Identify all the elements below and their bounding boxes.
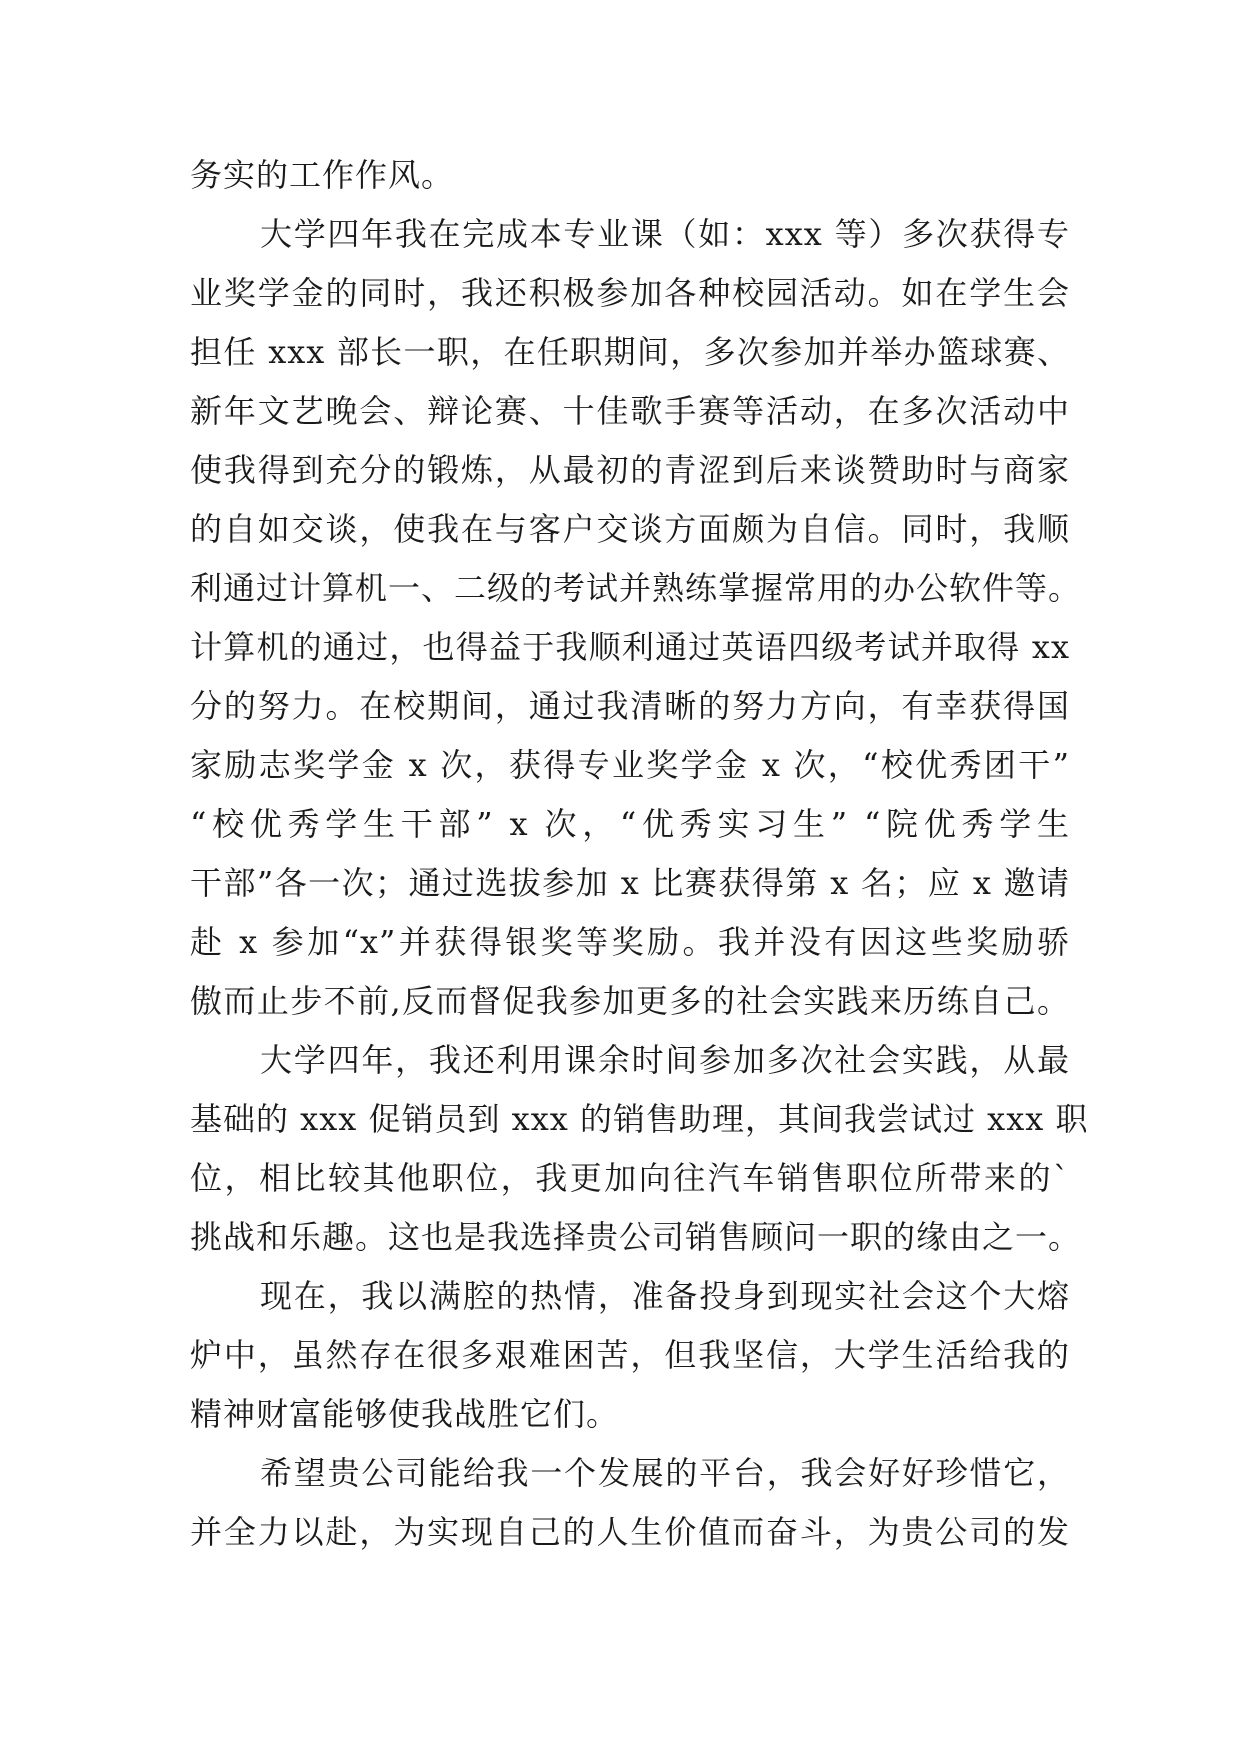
text-line: 计算机的通过，也得益于我顺利通过英语四级考试并取得 xx: [190, 628, 1070, 666]
text-line: 分的努力。在校期间，通过我清晰的努力方向，有幸获得国: [190, 687, 1070, 725]
text-line: 基础的 xxx 促销员到 xxx 的销售助理，其间我尝试过 xxx 职: [190, 1100, 1089, 1138]
text-line: 大学四年，我还利用课余时间参加多次社会实践，从最: [260, 1041, 1070, 1079]
text-line: 使我得到充分的锻炼，从最初的青涩到后来谈赞助时与商家: [190, 451, 1070, 489]
text-line: 新年文艺晚会、辩论赛、十佳歌手赛等活动，在多次活动中: [190, 392, 1070, 430]
text-line: 利通过计算机一、二级的考试并熟练掌握常用的办公软件等。: [190, 569, 1082, 607]
text-line: 务实的工作作风。: [190, 156, 455, 194]
text-line: 挑战和乐趣。这也是我选择贵公司销售顾问一职的缘由之一。: [190, 1218, 1082, 1256]
text-line: 业奖学金的同时，我还积极参加各种校园活动。如在学生会: [190, 274, 1070, 312]
text-line: “校优秀学生干部” x 次，“优秀实习生” “院优秀学生: [190, 805, 1070, 843]
text-line: 现在，我以满腔的热情，准备投身到现实社会这个大熔: [260, 1277, 1070, 1315]
text-line: 傲而止步不前,反而督促我参加更多的社会实践来历练自己。: [190, 982, 1070, 1020]
text-line: 位，相比较其他职位，我更加向往汽车销售职位所带来的`: [190, 1159, 1070, 1197]
text-line: 并全力以赴，为实现自己的人生价值而奋斗，为贵公司的发: [190, 1513, 1070, 1551]
text-line: 精神财富能够使我战胜它们。: [190, 1395, 620, 1433]
text-line: 大学四年我在完成本专业课（如：xxx 等）多次获得专: [260, 215, 1070, 253]
text-line: 干部”各一次；通过选拔参加 x 比赛获得第 x 名；应 x 邀请: [190, 864, 1070, 902]
text-line: 希望贵公司能给我一个发展的平台，我会好好珍惜它，: [260, 1454, 1070, 1492]
body-text: [190, 156, 1089, 1572]
text-line: 家励志奖学金 x 次，获得专业奖学金 x 次，“校优秀团干”: [190, 746, 1070, 784]
text-line: 炉中，虽然存在很多艰难困苦，但我坚信，大学生活给我的: [190, 1336, 1070, 1374]
text-line: 赴 x 参加“x”并获得银奖等奖励。我并没有因这些奖励骄: [190, 923, 1070, 961]
text-line: 的自如交谈，使我在与客户交谈方面颇为自信。同时，我顺: [190, 510, 1070, 548]
text-line: 担任 xxx 部长一职，在任职期间，多次参加并举办篮球赛、: [190, 333, 1070, 371]
